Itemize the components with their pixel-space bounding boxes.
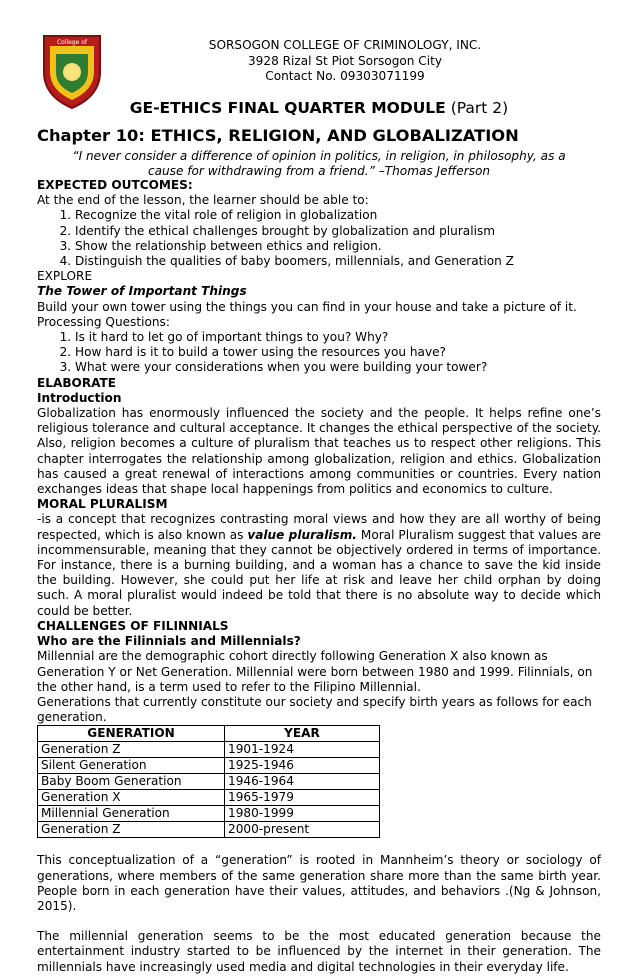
- table-cell: 1925-1946: [225, 758, 380, 774]
- table-cell: Generation Z: [38, 742, 225, 758]
- moral-pluralism-paragraph: -is a concept that recognizes contrasting moral views and how they are all worthy of being respected, which is also known as value pluralism. Moral Pluralism suggest that values are incommensurable, meaning that they cannot be objectively ordered in terms of importance. For instance, there is a burning building, and a woman has a chance to save the kid inside the building. However, she could put her life at risk and leave her child orphan by doing such. A moral pluralist would indeed be told that there is no absolute way to decide which could be better.: [37, 512, 601, 618]
- table-cell: Millennial Generation: [38, 806, 225, 822]
- chapter-title: Chapter 10: ETHICS, RELIGION, AND GLOBALIZATION: [37, 126, 519, 145]
- table-row: [38, 806, 380, 822]
- filinnials-paragraph-2: Generations that currently constitute our society and specify birth years as follows for each generation.: [37, 694, 592, 725]
- millennial-paragraph: The millennial generation seems to be the most educated generation because the entertainment industry started to be influenced by the internet in their generation. The millennials have increasingly used media and digital technologies in their everyday life.: [37, 929, 601, 974]
- filinnials-heading: CHALLENGES OF FILINNIALS: [37, 618, 229, 633]
- table-header-row: [38, 726, 380, 742]
- introduction-heading: Introduction: [37, 390, 122, 405]
- table-header: GENERATION: [38, 726, 225, 742]
- institution-contact: Contact No. 09303071199: [265, 69, 425, 83]
- list-item: 2. How hard is it to build a tower using the resources you have?: [75, 345, 601, 360]
- epigraph-quote: “I never consider a difference of opinion in politics, in religion, in philosophy, as a cause for withdrawing from a friend.” –Thomas Jefferson: [72, 149, 566, 178]
- generation-table: [37, 725, 380, 838]
- list-item: 4. Distinguish the qualities of baby boomers, millennials, and Generation Z: [75, 254, 601, 269]
- table-cell: Silent Generation: [38, 758, 225, 774]
- logo-text: College of: [56, 39, 88, 46]
- table-row: [38, 742, 380, 758]
- college-logo: [40, 30, 104, 110]
- moral-pluralism-heading: MORAL PLURALISM: [37, 497, 168, 512]
- outcomes-intro: At the end of the lesson, the learner should be able to:: [37, 193, 369, 208]
- elaborate-label: ELABORATE: [37, 375, 117, 390]
- outcomes-heading: EXPECTED OUTCOMES:: [37, 178, 193, 192]
- module-body: [37, 178, 601, 975]
- institution-address: 3928 Rizal St Piot Sorsogon City: [247, 54, 443, 68]
- list-item: 3. Show the relationship between ethics and religion.: [75, 239, 601, 254]
- filinnials-subheading: Who are the Filinnials and Millennials?: [37, 634, 301, 649]
- filinnials-paragraph-1: Millennial are the demographic cohort directly following Generation X also known as Generation Y or Net Generation. Millennial were born between 1980 and 1999. Filinnials, on the other hand, is a term used to refer to the Filipino Millennial.: [37, 649, 593, 694]
- table-cell: 1980-1999: [225, 806, 380, 822]
- mannheim-paragraph: This conceptualization of a “generation” is rooted in Mannheim’s theory or sociology of generations, where members of the same generation share more than the same birth year. People born in each generation have their values, attitudes, and behaviors .(Ng & Johnson, 2015).: [37, 853, 601, 913]
- table-row: [38, 822, 380, 838]
- table-cell: Generation Z: [38, 822, 225, 838]
- list-item: 1. Recognize the vital role of religion in globalization: [75, 208, 601, 223]
- institution-name: SORSOGON COLLEGE OF CRIMINOLOGY, INC.: [208, 38, 482, 52]
- table-header: YEAR: [225, 726, 380, 742]
- questions-list: [37, 330, 601, 376]
- table-row: [38, 790, 380, 806]
- module-title: GE-ETHICS FINAL QUARTER MODULE (Part 2): [129, 99, 509, 117]
- explore-label: EXPLORE: [37, 269, 93, 284]
- list-item: 3. What were your considerations when you were building your tower?: [75, 360, 601, 375]
- introduction-paragraph: Globalization has enormously influenced the society and the people. It helps refine one’s religious tolerance and cultural acceptance. It changes the ethical perspective of the society. Also, religion becomes a culture of pluralism that teaches us to respect other religions. This chapter interrogates the relationship among globalization, religion and ethics. Globalization has caused a great renewal of interactions among communities or countries. Every nation exchanges ideas that shape local happenings from politics and economics to culture.: [37, 406, 601, 497]
- table-cell: 2000-present: [225, 822, 380, 838]
- activity-title: The Tower of Important Things: [37, 284, 247, 299]
- questions-label: Processing Questions:: [37, 314, 170, 329]
- value-pluralism-term: value pluralism.: [247, 527, 357, 542]
- outcomes-list: [37, 208, 601, 269]
- table-cell: 1946-1964: [225, 774, 380, 790]
- table-cell: Baby Boom Generation: [38, 774, 225, 790]
- list-item: 2. Identify the ethical challenges brought by globalization and pluralism: [75, 224, 601, 239]
- table-cell: 1901-1924: [225, 742, 380, 758]
- table-cell: 1965-1979: [225, 790, 380, 806]
- activity-instruction: Build your own tower using the things you can find in your house and take a picture of it.: [37, 299, 577, 314]
- table-cell: Generation X: [38, 790, 225, 806]
- table-row: [38, 774, 380, 790]
- list-item: 1. Is it hard to let go of important things to you? Why?: [75, 330, 601, 345]
- table-row: [38, 758, 380, 774]
